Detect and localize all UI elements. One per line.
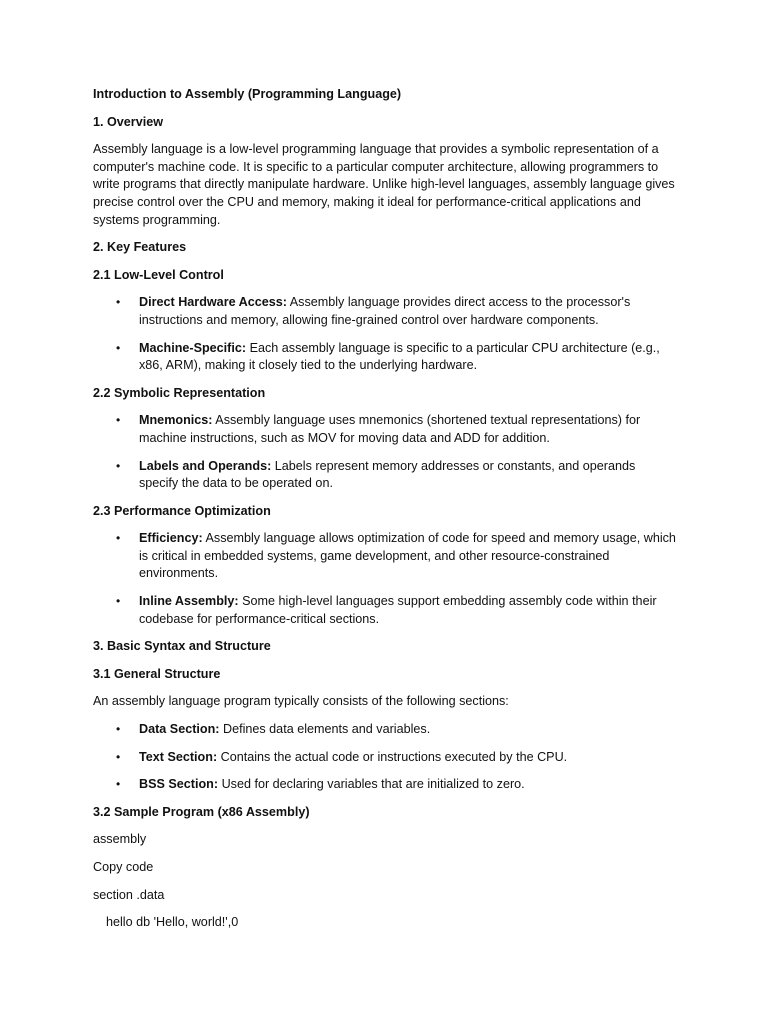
subsection-heading-low-level-control: 2.1 Low-Level Control xyxy=(93,267,224,282)
list-item xyxy=(93,340,676,375)
bullet-icon: • xyxy=(116,594,121,609)
list-item xyxy=(93,721,676,739)
list-item-term: Inline Assembly: xyxy=(139,594,239,609)
general-structure-intro: An assembly language program typically consists of the following sections: xyxy=(93,694,509,709)
code-line-hello-db: hello db 'Hello, world!',0 xyxy=(106,915,239,930)
bullet-icon: • xyxy=(116,531,121,546)
list-item-term: Data Section: xyxy=(139,722,220,737)
list-item xyxy=(93,458,676,493)
list-item-text: Used for declaring variables that are initialized to zero. xyxy=(218,777,525,792)
subsection-heading-performance-optimization: 2.3 Performance Optimization xyxy=(93,503,271,518)
bullet-icon: • xyxy=(116,777,121,792)
list-item-term: Machine-Specific: xyxy=(139,340,247,355)
list-item xyxy=(93,593,676,628)
list-item-term: Mnemonics: xyxy=(139,413,213,428)
list-item xyxy=(93,776,676,794)
copy-code-button[interactable]: Copy code xyxy=(93,860,154,874)
bullet-icon: • xyxy=(116,413,121,428)
bullet-icon: • xyxy=(116,340,121,355)
list-item xyxy=(93,412,676,447)
bullet-icon: • xyxy=(116,295,121,310)
document-title: Introduction to Assembly (Programming Language) xyxy=(93,87,402,101)
list-item-text: Each assembly language is specific to a particular CPU architecture (e.g., x86, ARM), making it closely tied to the underlying hardware. xyxy=(139,340,660,373)
list-item-term: Text Section: xyxy=(139,749,218,764)
overview-paragraph: Assembly language is a low-level programming language that provides a symbolic representation of a computer's machine code. It is specific to a particular computer architecture, allowing programmers to write programs that directly manipulate hardware. Unlike high-level languages, assembly language gives precise control over the CPU and memory, making it ideal for performance-critical applications and systems programming. xyxy=(93,142,675,227)
section-heading-overview: 1. Overview xyxy=(93,114,164,129)
section-heading-basic-syntax: 3. Basic Syntax and Structure xyxy=(93,639,271,654)
list-item-text: Defines data elements and variables. xyxy=(219,722,431,737)
list-item-term: Efficiency: xyxy=(139,531,203,546)
list-item-term: Labels and Operands: xyxy=(139,458,272,473)
code-line-section-data: section .data xyxy=(93,887,165,902)
subsection-heading-symbolic-representation: 2.2 Symbolic Representation xyxy=(93,385,266,400)
bullet-icon: • xyxy=(116,749,121,764)
bullet-icon: • xyxy=(116,722,121,737)
list-item xyxy=(93,749,676,767)
list-item-text: Assembly language provides direct access to the processor's instructions and memory, allowing fine-grained control over hardware components. xyxy=(139,295,631,327)
symbolic-representation-list xyxy=(93,412,676,492)
list-item xyxy=(93,530,676,583)
list-item-term: BSS Section: xyxy=(139,777,219,792)
section-heading-key-features: 2. Key Features xyxy=(93,240,187,255)
bullet-icon: • xyxy=(116,458,121,473)
low-level-control-list xyxy=(93,294,676,374)
list-item xyxy=(93,294,676,329)
performance-optimization-list xyxy=(93,530,676,628)
list-item-text: Assembly language uses mnemonics (shortened textual representations) for machine instructions, such as MOV for moving data and ADD for addition. xyxy=(139,413,641,445)
list-item-term: Direct Hardware Access: xyxy=(139,295,287,310)
list-item-text: Some high-level languages support embedding assembly code within their codebase for performance-critical sections. xyxy=(139,594,657,626)
list-item-text: Assembly language allows optimization of code for speed and memory usage, which is critical in embedded systems, game development, and other resource-constrained environments. xyxy=(139,531,676,581)
subsection-heading-general-structure: 3.1 General Structure xyxy=(93,666,221,681)
code-language-label: assembly xyxy=(93,832,147,847)
list-item-text: Contains the actual code or instructions executed by the CPU. xyxy=(217,749,568,764)
list-item-text: Labels represent memory addresses or constants, and operands specify the data to be operated on. xyxy=(139,458,636,491)
general-structure-list xyxy=(93,721,676,794)
subsection-heading-sample-program: 3.2 Sample Program (x86 Assembly) xyxy=(93,804,310,819)
